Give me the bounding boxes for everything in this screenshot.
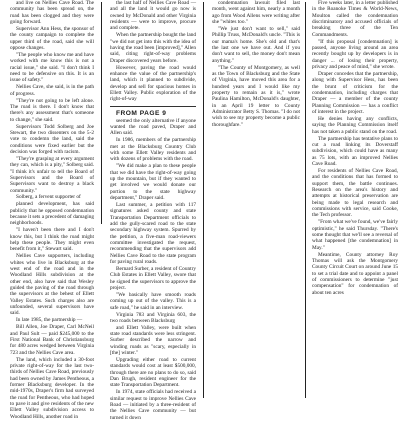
paragraph: and Ellett Valley, were built when state road standards were less stringent. Surber described the narrow and winding roads as "scary, especially in [the] winter." [110,324,196,357]
paragraph: and live on Nellies Cave Road. The community has been spread on, the road has been clogged and they were going forward. [10,0,94,26]
paragraph: "The County of Montgomery, as well as the Town of Blacksburg and the State of Virginia, have moved this area for a hundred years and I would like my property to remain as it is," wrote Paulina Hamilton, McDonald's daughter, in an April 19 letter to County Administrator Betty S. Thomas. "I do not wish to see my property become a public thoroughfare." [212,64,300,128]
paragraph: "They're grasping at every argument they can, which is a pity," Solberg said. "I think it's unfair to tell the Board of Supervisors and the Board of Supervisors want to destroy a black community." [10,155,94,194]
paragraph: Nellies Cave supporters, including whites who live in Blacksburg at the west end of the road and in the Woodland Hills subdivision at the other end, also have said that Wesley guided the paving of the road through the supervisors at the behest of Ellett Valley Estates. Such charges also are unfounded, several supervisors have said. [10,253,94,317]
paragraph: For residents of Nellies Cave Road, and the conditions that has formed to support them, the battle continues. Research on the area's history and attempts at historical preservation are being made to legal research and commissions with service, said Cooke, the Tech professor. [312,167,398,219]
article-column-1 [10,0,94,420]
paragraph: "I haven't been there and I don't know this, but I think the road might help these people. They might even benefit from it," Stewart said. [10,227,94,253]
paragraph: In 1986, members of the partnership met at the Blacksburg Country Club with some Ellett Valley residents and with dozens of problems with the road. [110,137,196,163]
paragraph: In late 1985, the partnership — [16,317,83,324]
paragraph: He denies having any conflicts, saying the Planning Commission itself has not taken a public stand on the road. [312,115,398,135]
paragraph: "We did make a plan to these people that we did have the right-of-way going up the mountain, but if they wanted to get involved we would donate our portion to the state highway department," Draper said. [110,163,196,201]
paragraph: Meantime, County attorney Roy Thomas will ask the Montgomery County Circuit Court on around June 15 to set a trial date and to appoint a panel of commissioners to determine "just compensation" for condemnation of about ten acres [312,251,398,296]
article-column-4 [312,0,398,400]
section-divider [110,106,196,107]
paragraph: "From what we've found, we've fairly optimistic," he said Thursday. "There's some thought that we'll see a reversal of what happened [the condemnation] in May." [312,219,398,251]
paragraph: "If this proposal [condemnation] is passed, anyone living around an area recently bought up by developers is in danger ... of losing their property, privacy and peace of mind," she wrote. [312,38,398,71]
paragraph: seemed the only alternative if anyone wanted the road paved, Draper and Allen said. [110,117,196,137]
column-divider [203,2,204,398]
paragraph: Five weeks later, in a letter published in the Roanoke Times & World-News, Moulton called the condemnation discriminatory and accused officials of breaking three of the Ten Commandments. [312,0,398,38]
paragraph: condemnation lawsuit filed last month, went against him, nearly a month ago from Wood Allens were writing after she "whites too." [212,0,300,26]
paragraph: Virginia 783 and Virginia 603, the two roads between Blacksburg [110,311,196,324]
paragraph: Supervisors Todd Solberg and Joe Stewart, the two dissenters on the 5-2 vote to condemn the land, said the conditions were fixed earlier but the decision was forged with racism. [10,123,94,155]
jump-line: FROM PAGE 9 [116,109,167,117]
column-divider [305,2,306,398]
paragraph: "The people who know me and have worked with me know this is not a racial issue," she said. "I don't think I need to be defensive on this. It is an issue of safety." [10,51,94,84]
paragraph: Bernard Surber, a resident of Country Club Estates in Ellett Valley, swore that he signed the supervisors to approve the project. [110,265,196,291]
paragraph: The land, which included a 30-foot private right-of-way for the last two-thirds of Nellies Cave Road, previously had been owned by James Pentheous, a former Blacksburg developer. In the mid-1970s, Draper's firm had surveyed the road for Pentheous, who had hoped to pave it and give residents of the new Ellett Valley subdivision access to Woodland Hills, another road in [10,356,94,420]
paragraph: Solberg, a fervent supporter of [16,194,81,201]
paragraph: planned development, has said publicly that he opposed condemnation because it sets a precedent of damaging neighborhoods. [10,201,94,227]
article-column-2 [110,0,196,421]
column-divider [101,2,102,224]
article-column-3 [212,0,300,400]
paragraph: Last summer, a petition with 117 signatures asked county and state Transportation Department officials to add the gully-scared road to the state secondary highway system. Spurred by the petition, a five-man road-viewers committee investigated the request, recommending that the supervisors add Nellies Cave Road to the state program for paving rural roads. [110,201,196,265]
paragraph: Upgrading either road to current standards would cost at least $500,000, through there are no plans to do so, said Dan Brugh, resident engineer for the state Transportation Department. [110,357,196,389]
paragraph: the last half of Nellies Cave Road — and all the land it would go now is owned by McDonald and other Virginia residents — were to improve, procure and complete. [110,0,196,32]
paragraph: Supervisor Ann Hess, the sponsor of the county campaign to complete the upper third of the road, said she will oppose changes. [10,25,94,51]
paragraph: "We basically have smooth roads coming up out of the valley. This is a safe road," he said in an interview. [110,291,196,311]
paragraph: In 1974, state officials had received a similar request to improve Nellies Cave Road — initiated by a three-resident of the Nellies Cave community — but turned it down [110,389,196,421]
paragraph: "We just don't want to sell," said Phillip Truss, McDonald's uncle. "This is our mama's home. She's old and that's the last one we have out. And if you don't want to sell, the money don't mean anything." [212,25,300,64]
paragraph: The partnership has tentative plans to cut a road linking its Doverstaff subdivision, which could have as many as 75 lots, with an improved Nellies Cave Road. [312,135,398,167]
paragraph: "They're not going to be left alone. The road is there. I don't know that there's any assessment that's someone to change," she said. [10,97,94,123]
paragraph: Draper concedes that the partnership, along with Supervisor Hess, has been the brunt of criticism for the condemnation, including charges that Draper — a member of the county Planning Commission — has a conflict of interest in the project. [312,70,398,116]
paragraph: When the partnership bought the land "we did not get into this with the idea of having the road been [improved]," Allen said, citing right-of-way problems Draper discovered years before. [110,32,196,64]
paragraph: However, paving the road would enhance the value of the partnership's land, which it planned to subdivide, develop and sell for spacious homes in Ellett Valley. Public exploration of the right-of-way [110,64,196,103]
paragraph: Bill Allen, Joe Draper, Carl McNeil and Paul Sult — paid $245,000 to the First National Bank of Christiansburg for 480 acres wedged between Virginia 723 and the Nellies Cave area. [10,324,94,356]
paragraph: Nellies Cave, she said, is in the path of progress. [10,84,94,97]
